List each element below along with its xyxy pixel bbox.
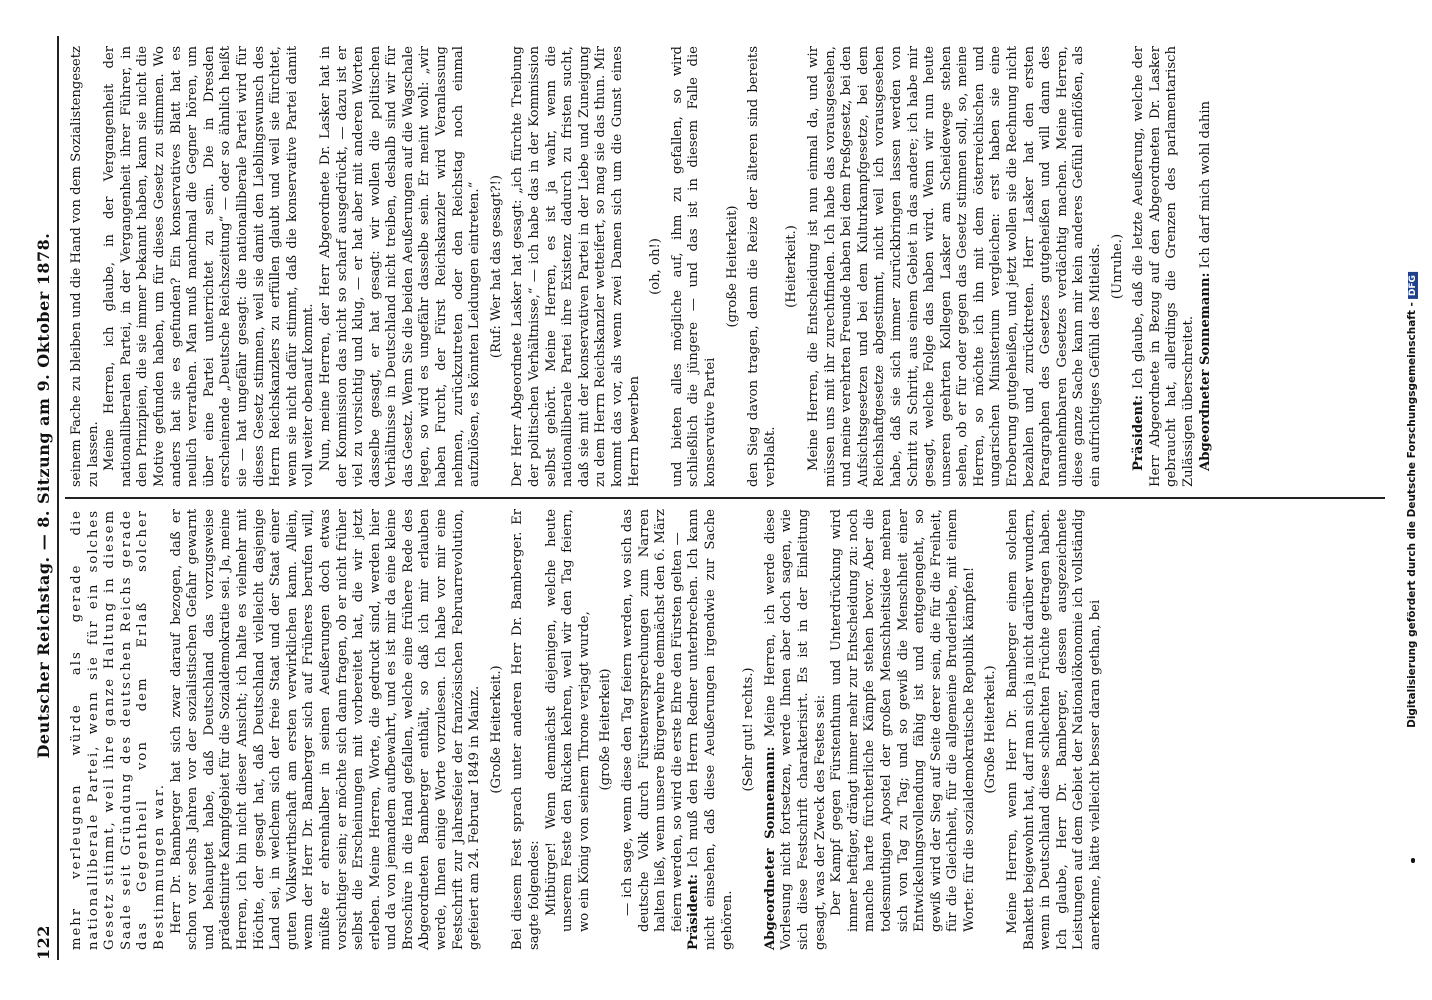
paragraph: — ich sage, wenn diese den Tag feiern werden, wo sich das deutsche Volk durch Fürstenversprechungen zum Narren halten ließ, wenn unsere Bürgerwehre demnächst den 6. März feiern werden, so wird die erste Ehre den Fürsten gelten —	[620, 509, 685, 932]
left-column	[65, 497, 1385, 960]
paragraph: (Sehr gut! rechts.)	[741, 667, 757, 792]
page-title: Deutscher Reichstag. — 8. Sitzung am 9. Oktober 1878.	[34, 232, 53, 759]
paragraph: Bei diesem Fest sprach unter anderen Herr Dr. Bamberger. Er sagte folgendes:	[510, 509, 543, 950]
speaker-label: Präsident:	[1131, 394, 1147, 471]
paragraph: Meine Herren, ich glaube, in der Vergangenheit der nationalliberalen Partei, in der Vergangenheit ihrer Führer, in den Prinzipien, die sie immer bekannt haben, kann sie nicht die Motive gefunden haben, um für dieses Gesetz zu stimmen. Wo anders hat sie es gefunden? Ein konservatives Blatt hat es neulich verrathen. Man muß manchmal die Gegner hören, um über eine Partei unterrichtet zu sein. Die in Dresden erscheinende „Deutsche Reichszeitung“ — oder so ähnlich heißt sie — hat ungefähr gesagt: die nationalliberale Partei wird für dieses Gesetz stimmen, weil sie damit den Lieblingswunsch des Herrn Reichskanzlers zu erfüllen glaubt und weil sie fürchtet, wenn sie nicht dafür stimmt, daß die konservative Partei damit voll weiter obenauf kommt.	[102, 46, 317, 487]
speaker-label: Präsident:	[686, 873, 702, 950]
paragraph-text: Ich muß den Herrn Redner unterbrechen. Ich kann nicht einsehen, daß diese Aeußerungen irgendwie zur Sache gehören.	[686, 509, 735, 950]
paragraph-text: Ich glaube, daß die letzte Aeußerung, welche der Herr Abgeordnete in Bezug auf den Abgeordneten Dr. Lasker gebraucht hat, allerdings die Grenzen des parlamentarisch Zulässigen überschreitet.	[1131, 46, 1196, 487]
digitization-note-text: Digitalisierung gefördert durch die Deutsche Forschungsgemeinschaft -	[1406, 302, 1418, 728]
scan-speck	[1411, 858, 1415, 863]
paragraph	[686, 509, 736, 950]
digitization-note	[1406, 272, 1418, 728]
paragraph-text: Ich darf mich wohl dahin	[1197, 100, 1213, 273]
speaker-label: Abgeordneter Sonnemann:	[762, 746, 778, 950]
paragraph: Nun, meine Herren, der Herr Abgeordnete Dr. Lasker hat in der Kommission das nicht so scharf ausgedrückt, — dazu ist er viel zu vorsichtig und klug, — er hat aber mit anderen Worten dasselbe gesagt, er hat gesagt: wir wollen die politischen Verhältnisse in Deutschland nicht treiben, deshalb sind wir für das Gesetz. Wenn Sie die beiden Aeußerungen auf die Wagschale legen, so wird es ungefähr dasselbe sein. Er meint wohl: „wir haben Furcht, der Fürst Reichskanzler wird Veranlassung nehmen, zurückzutreten oder den Reichstag noch einmal aufzulösen, es könnten Leidungen eintreten.“	[317, 46, 483, 487]
speaker-label: Abgeordneter Sonnemann:	[1197, 272, 1213, 471]
paragraph: (oh, oh!)	[648, 238, 664, 295]
paragraph: mehr verleugnen würde als gerade die nationalliberale Partei, wenn sie für ein solches Gesetz stimmt, weil ihre ganze Haltung in diesem Saale seit Gründung des deutschen Reichs gerade das Gegentheil von dem Erlaß solcher Bestimmungen war.	[69, 509, 167, 950]
right-column	[65, 36, 1385, 497]
paragraph: Der Herr Abgeordnete Lasker hat gesagt: „ich fürchte Treibung der politischen Verhältnisse,“ — ich habe das in der Kommission selbst gehört. Meine Herren, es ist ja wahr, wenn die nationalliberale Partei ihre Existenz dadurch zu fristen sucht, daß sie mit der konservativen Partei in der Liebe und Zuneigung zu dem Herrn Reichskanzler wetteifert, so mag sie das thun. Mir kommt das vor, als wenn zwei Damen sich um die Gunst eines Herrn bewerben	[510, 46, 642, 487]
dfg-logo: DFG	[1408, 272, 1418, 299]
paragraph: (Große Heiterkeit.)	[488, 665, 504, 794]
paragraph: (Ruf: Wer hat das gesagt?!)	[488, 174, 504, 359]
paragraph: den Sieg davon tragen, denn die Reize der älteren sind bereits verblaßt.	[746, 46, 778, 487]
paragraph: Meine Herren, die Entscheidung ist nun einmal da, und wir müssen uns mit ihr zurechtfinden. Ich habe das vorausgesehen, und meine verehrten Freunde haben bei dem Preßgesetz, bei den Aufsichtsgesetzen und bei dem Kulturkampfgesetze, bei dem Reichshaftgesetze abgestimmt, nicht weil ich vorausgesehen habe, daß sie sich immer zurückbringen lassen werden von Schritt zu Schritt, aus einem Gebiet in das andere; ich habe mir gesagt, welche Folge das haben wird. Wenn wir nun heute unseren geehrten Kollegen Lasker am Scheidewege stehen sehen, ob er für oder gegen das Gesetz stimmen soll, so, meine Herren, so möchte ich ihn mit dem österreichischen und ungarischen Ministerium vergleichen: erst haben sie eine Eroberung gutgeheißen, und jetzt wollen sie die Rechnung nicht bezahlen und zurücktreten. Herr Lasker hat den ersten Paragraphen des Gesetzes gutgeheißen und will dann des unannehmbaren Gesetzes verdächtig machen. Meine Herren, diese ganze Sache kann mir kein anderes Gefühl einflößen, als ein aufrichtiges Gefühl des Mitleids.	[805, 46, 1104, 487]
page-header	[34, 36, 59, 960]
paragraph: (große Heiterkeit)	[724, 205, 740, 328]
paragraph: (Unruhe.)	[1109, 233, 1125, 300]
paragraph: (Große Heiterkeit.)	[983, 665, 999, 794]
paragraph	[1131, 46, 1197, 487]
page-number: 122	[34, 925, 53, 960]
paragraph: Herr Dr. Bamberger hat sich zwar darauf bezogen, daß er schon vor sechs Jahren vor der sozialistischen Gefahr gewarnt und behauptet habe, daß Deutschland das vorzugsweise prädestinirte Kampfgebiet für die Sozialdemokratie sei. Ja, meine Herren, ich bin nicht dieser Ansicht; ich halte es vielmehr mit Höchte, der gesagt hat, daß Deutschland vielleicht dasjenige Land sei, in welchem sich der freie Staat und der Staat einer guten Volkswirthschaft am ersten verwirklichen kann. Allein, wenn der Herr Dr. Bamberger sich auf Früheres berufen will, müßte er ehrenhalber in seinen Aeußerungen doch etwas vorsichtiger sein; er möchte sich dann fragen, ob er nicht früher selbst die Erscheinungen mit vorbereitet hat, die wir jetzt erleben. Meine Herren, Worte, die gedruckt sind, werden hier und da von jemandem aufbewahrt, und es ist mir da eine kleine Broschüre in die Hand gefallen, welche eine frühere Rede des Abgeordneten Bamberger enthält, so daß ich mir erlauben werde, Ihnen einige Worte vorzulesen. Ich habe vor mir eine Festschrift zur Jahresfeier der französischen Februarrevolution, gefeiert am 24. Februar 1849 in Mainz.	[168, 509, 483, 950]
paragraph: seinem Fache zu bleiben und die Hand von dem Sozialistengesetz zu lassen.	[69, 46, 101, 487]
paragraph: und bieten alles mögliche auf, ihm zu gefallen, so wird schließlich die jüngere — und das ist in diesem Falle die konservative Partei	[669, 46, 718, 487]
paragraph: Mitbürger! Wenn demnächst diejenigen, welche heute unserem Feste den Rücken kehren, weil wir den Tag feiern, wo ein König von seinem Throne verjagt wurde,	[543, 509, 592, 932]
paragraph: Meine Herren, wenn Herr Dr. Bamberger einem solchen Bankett beigewohnt hat, darf man sich ja nicht darüber wundern, wenn in Deutschland diese schlechten Früchte getragen haben. Ich glaube, Herr Dr. Bamberger, dessen ausgezeichnete Leistungen auf dem Gebiet der Nationalökonomie ich vollständig anerkenne, hätte vielleicht besser daran gethan, bei	[1005, 509, 1104, 950]
text-body	[65, 36, 1385, 960]
paragraph: (große Heiterkeit)	[598, 668, 614, 791]
paragraph	[763, 509, 829, 950]
paragraph-text: Meine Herren, ich werde diese Vorlesung nicht fortsetzen, werde Ihnen aber doch sagen, wie sich diese Festschrift charakterisirt. Es ist in der Einleitung gesagt, was der Zweck des Festes sei:	[762, 509, 828, 950]
paragraph: (Heiterkeit.)	[784, 225, 800, 308]
paragraph: Der Kampf gegen Fürstenthum und Unterdrückung wird immer heftiger, drängt immer mehr zur Entscheidung zu: noch manche harte fürchterliche Kämpfe stehen bevor. Aber die todesmuthigen Apostel der großen Menschheitsidee mehren sich von Tag zu Tag; und so gewiß die Menschheit einer Entwickelungsvollendung fähig ist und entgegengeht, so gewiß wird der Sieg auf Seite derer sein, die für die Freiheit, für die Gleichheit, für die allgemeine Bruderliebe, mit einem Worte: für die sozialdemokratische Republik kämpfen!	[829, 509, 977, 932]
paragraph	[1198, 46, 1215, 487]
